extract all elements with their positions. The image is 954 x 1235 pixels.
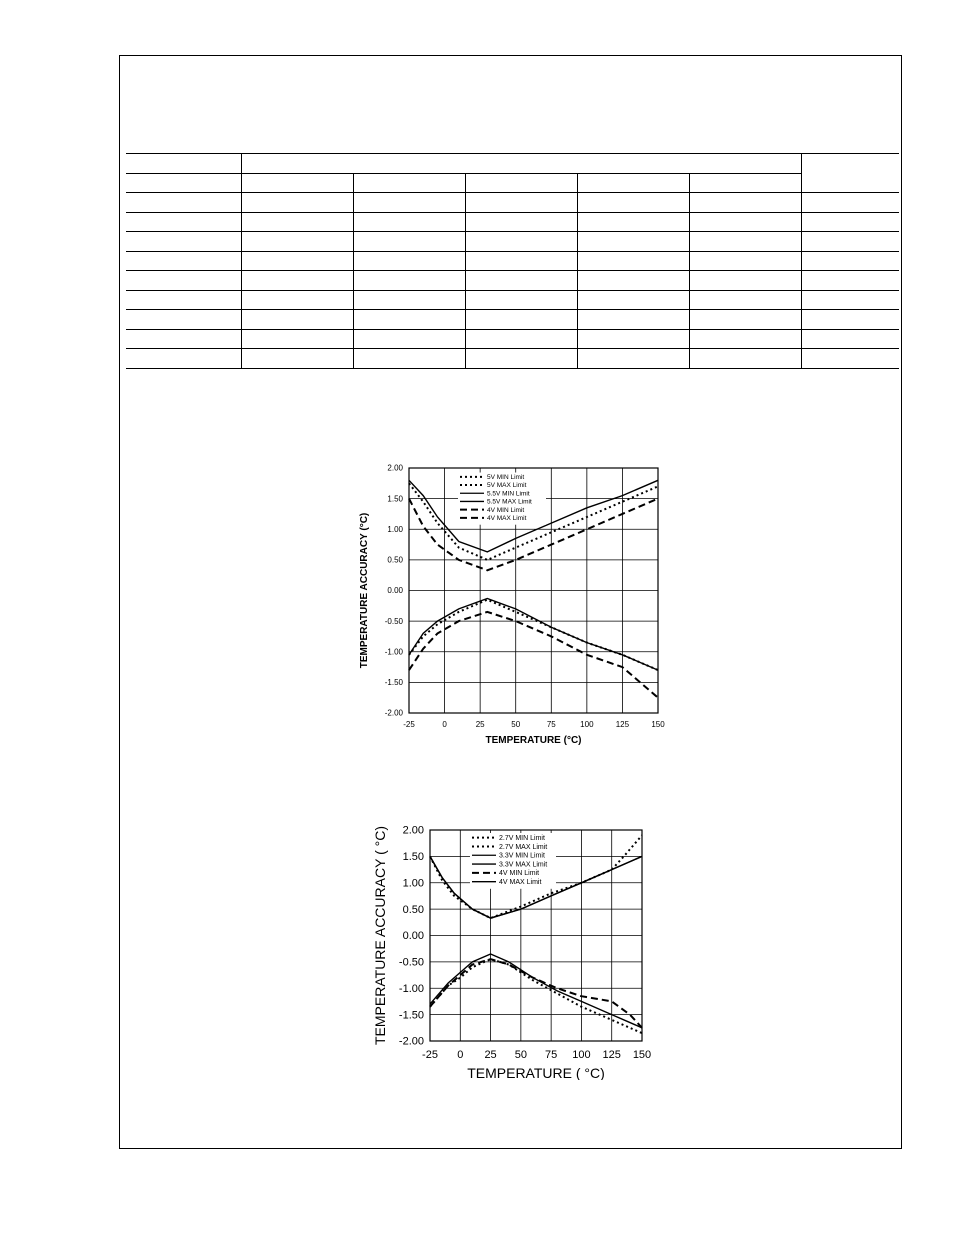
x-tick-label: 150 xyxy=(632,1049,652,1061)
table-cell xyxy=(689,290,801,310)
x-tick-label: 0 xyxy=(457,1049,464,1061)
table-row xyxy=(126,290,899,310)
table-cell xyxy=(465,271,577,291)
table-cell xyxy=(577,329,689,349)
table-row xyxy=(126,232,899,252)
legend-label: 2.7V MAX Limit xyxy=(499,843,548,851)
table-cell xyxy=(465,173,577,193)
table-cell xyxy=(241,212,353,232)
table-cell xyxy=(353,271,465,291)
x-tick-label: -25 xyxy=(422,1049,438,1061)
accuracy-chart-bottom xyxy=(365,815,665,1080)
table-cell xyxy=(801,193,899,213)
table-cell xyxy=(465,310,577,330)
x-tick-label: 25 xyxy=(484,1049,497,1061)
table-cell xyxy=(801,329,899,349)
legend-label: 3.3V MIN Limit xyxy=(499,852,545,860)
y-tick-label: 1.50 xyxy=(387,494,403,504)
x-tick-label: 50 xyxy=(511,720,521,729)
y-tick-label: 0.00 xyxy=(387,586,403,596)
table-cell xyxy=(353,212,465,232)
y-tick-label: -0.50 xyxy=(384,616,403,626)
series-line xyxy=(409,600,658,670)
table-cell xyxy=(689,329,801,349)
x-tick-label: 0 xyxy=(442,720,447,729)
x-axis-label: TEMPERATURE ( °C) xyxy=(467,1065,605,1080)
table-cell xyxy=(241,193,353,213)
table-cell xyxy=(689,173,801,193)
series-line xyxy=(409,599,658,671)
table-cell xyxy=(577,290,689,310)
x-tick-label: 75 xyxy=(545,1049,558,1061)
y-tick-label: 1.00 xyxy=(402,877,424,890)
table-cell xyxy=(353,349,465,369)
accuracy-chart-top xyxy=(350,455,680,765)
table-row xyxy=(126,329,899,349)
table-cell xyxy=(689,251,801,271)
x-tick-label: 75 xyxy=(546,720,556,729)
table-row xyxy=(126,310,899,330)
y-tick-label: -1.00 xyxy=(398,982,424,995)
table-cell xyxy=(689,193,801,213)
table-cell xyxy=(465,193,577,213)
table-cell xyxy=(689,212,801,232)
table-cell xyxy=(465,349,577,369)
table-cell xyxy=(353,290,465,310)
y-tick-label: 0.50 xyxy=(402,903,424,916)
legend-label: 5V MAX Limit xyxy=(487,482,527,490)
y-tick-label: -1.50 xyxy=(384,678,403,688)
table-cell xyxy=(126,310,241,330)
table-cell xyxy=(126,154,241,174)
x-tick-label: 125 xyxy=(615,720,630,729)
table-cell xyxy=(353,193,465,213)
table-cell xyxy=(801,154,899,193)
y-tick-label: 2.00 xyxy=(402,824,424,837)
table-cell xyxy=(353,232,465,252)
table-cell xyxy=(577,212,689,232)
x-tick-label: 50 xyxy=(514,1049,527,1061)
table-cell xyxy=(577,349,689,369)
table-cell xyxy=(126,271,241,291)
y-tick-label: -2.00 xyxy=(384,708,403,718)
y-axis-label: TEMPERATURE ACCURACY (°C) xyxy=(359,512,370,669)
table-cell xyxy=(241,329,353,349)
x-tick-label: 150 xyxy=(651,720,665,729)
table-cell xyxy=(126,212,241,232)
y-tick-label: -1.00 xyxy=(384,647,403,657)
y-tick-label: 1.00 xyxy=(387,524,403,534)
legend-label: 5.5V MAX Limit xyxy=(487,498,532,506)
legend-label: 3.3V MAX Limit xyxy=(499,861,548,869)
y-tick-label: -1.50 xyxy=(398,1009,424,1022)
table-cell xyxy=(465,251,577,271)
table-row xyxy=(126,251,899,271)
table-cell xyxy=(241,251,353,271)
table-cell xyxy=(689,271,801,291)
legend-label: 4V MAX Limit xyxy=(499,879,542,886)
table-cell xyxy=(126,173,241,193)
data-table xyxy=(126,153,899,369)
legend-label: 2.7V MIN Limit xyxy=(499,835,545,842)
legend-label: 4V MIN Limit xyxy=(499,870,540,878)
table-cell xyxy=(465,290,577,310)
x-tick-label: 100 xyxy=(580,720,594,729)
table-row xyxy=(126,154,899,174)
series-line xyxy=(430,959,642,1028)
y-tick-label: -2.00 xyxy=(398,1035,424,1048)
table-row xyxy=(126,212,899,232)
x-axis-label: TEMPERATURE (°C) xyxy=(485,735,582,746)
x-tick-label: 125 xyxy=(602,1049,621,1061)
series-line xyxy=(430,954,642,1028)
table-cell xyxy=(241,271,353,291)
table-cell xyxy=(126,329,241,349)
table-cell xyxy=(465,329,577,349)
table-cell xyxy=(801,232,899,252)
y-tick-label: 1.50 xyxy=(402,851,424,864)
y-tick-label: -0.50 xyxy=(398,956,424,969)
table-cell xyxy=(801,251,899,271)
table-cell xyxy=(801,212,899,232)
table-cell xyxy=(801,310,899,330)
table-row xyxy=(126,193,899,213)
y-tick-label: 2.00 xyxy=(387,463,403,473)
table-cell xyxy=(241,154,801,174)
table-cell xyxy=(126,349,241,369)
table-cell xyxy=(689,349,801,369)
table-cell xyxy=(577,232,689,252)
table-cell xyxy=(241,310,353,330)
table-cell xyxy=(353,310,465,330)
table-cell xyxy=(241,173,353,193)
x-tick-label: 100 xyxy=(572,1049,591,1061)
table-cell xyxy=(577,251,689,271)
table-cell xyxy=(577,173,689,193)
table-cell xyxy=(241,290,353,310)
table-cell xyxy=(577,193,689,213)
table-cell xyxy=(353,173,465,193)
table-cell xyxy=(577,310,689,330)
y-tick-label: 0.50 xyxy=(387,555,403,565)
legend-label: 5V MIN Limit xyxy=(487,474,525,481)
table-cell xyxy=(241,349,353,369)
table-cell xyxy=(465,212,577,232)
table-cell xyxy=(241,232,353,252)
table-cell xyxy=(801,271,899,291)
table-row xyxy=(126,173,899,193)
table-cell xyxy=(126,251,241,271)
table-row xyxy=(126,271,899,291)
y-tick-label: 0.00 xyxy=(402,930,424,943)
y-axis-label: TEMPERATURE ACCURACY ( °C) xyxy=(372,826,388,1045)
table-cell xyxy=(126,232,241,252)
legend-label: 4V MAX Limit xyxy=(487,515,527,522)
table-cell xyxy=(353,251,465,271)
table-cell xyxy=(801,290,899,310)
table-cell xyxy=(126,193,241,213)
x-tick-label: 25 xyxy=(475,720,485,729)
table-row xyxy=(126,349,899,369)
x-tick-label: -25 xyxy=(403,720,415,729)
legend-label: 5.5V MIN Limit xyxy=(487,490,530,498)
table-cell xyxy=(689,232,801,252)
table-cell xyxy=(353,329,465,349)
table-cell xyxy=(689,310,801,330)
legend-label: 4V MIN Limit xyxy=(487,506,525,514)
table-cell xyxy=(126,290,241,310)
table-cell xyxy=(801,349,899,369)
table-cell xyxy=(577,271,689,291)
table-cell xyxy=(465,232,577,252)
